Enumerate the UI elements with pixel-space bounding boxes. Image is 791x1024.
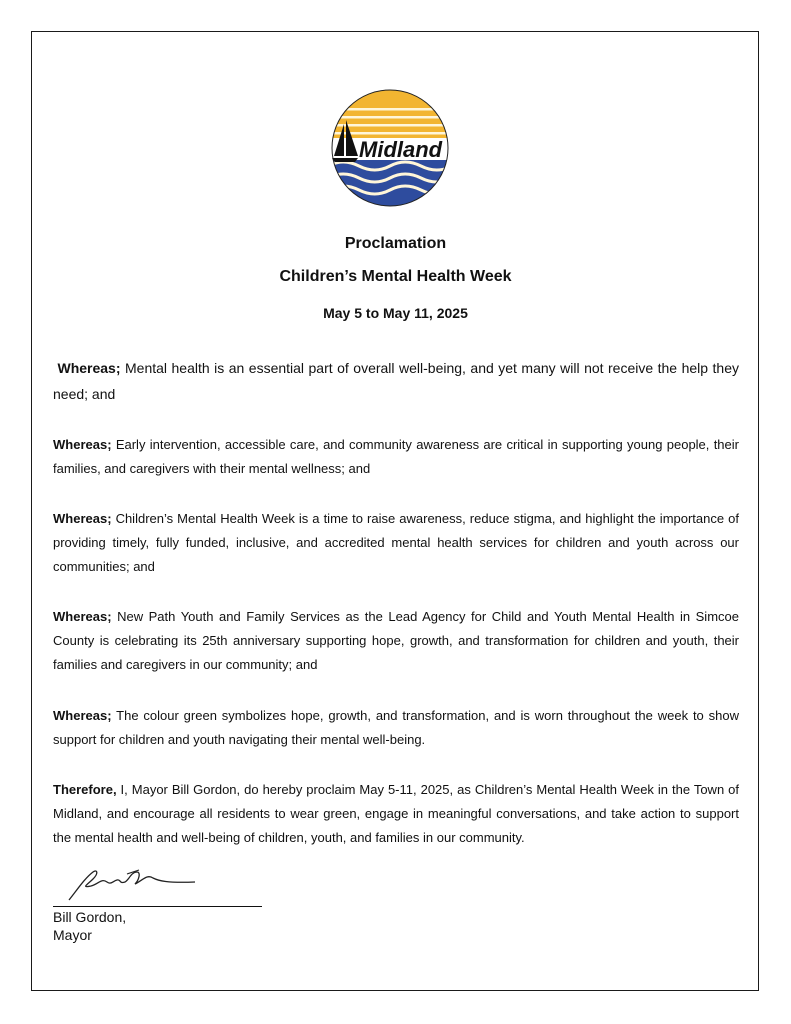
document-title: Proclamation — [344, 235, 447, 252]
paragraph-lead: Whereas; — [53, 437, 112, 452]
paragraph-text: I, Mayor Bill Gordon, do hereby proclaim May 5-11, 2025, as Children’s Mental Health Week in the Town of Midland, and encourage all residents to wear green, engage in meaningful conversations, and take action to support the mental health and well-being of children, youth, and families in our community. — [53, 782, 739, 845]
midland-logo — [328, 86, 452, 210]
paragraph-lead: Therefore, — [53, 782, 117, 797]
paragraph-1 — [53, 355, 739, 407]
paragraph-text: The colour green symbolizes hope, growth, and transformation, and is worn throughout the week to show support for children and youth navigating their mental well-being. — [53, 708, 739, 747]
signatory-title: Mayor — [53, 927, 92, 943]
paragraph-text: Mental health is an essential part of overall well-being, and yet many will not receive the help they need; and — [53, 360, 739, 402]
paragraph-text: New Path Youth and Family Services as the Lead Agency for Child and Youth Mental Health in Simcoe County is celebrating its 25th anniversary supporting hope, growth, and transformation for children and youth, their families and caregivers in our community; and — [53, 609, 739, 672]
handwritten-signature — [55, 864, 201, 904]
signature-line — [53, 906, 262, 907]
document-subtitle: Children’s Mental Health Week — [279, 268, 512, 285]
paragraph-2 — [53, 433, 739, 481]
paragraph-text: Children’s Mental Health Week is a time to raise awareness, reduce stigma, and highlight the importance of providing timely, fully funded, inclusive, and accredited mental health services for children and youth across our communities; and — [53, 511, 739, 574]
paragraph-lead: Whereas; — [53, 708, 112, 723]
paragraph-5 — [53, 704, 739, 752]
paragraph-4 — [53, 605, 739, 677]
paragraph-lead: Whereas; — [53, 609, 112, 624]
paragraph-text: Early intervention, accessible care, and community awareness are critical in supporting young people, their families, and caregivers with their mental wellness; and — [53, 437, 739, 476]
paragraph-lead: Whereas; — [53, 511, 112, 526]
signatory-name: Bill Gordon, — [53, 909, 127, 925]
paragraph-6 — [53, 778, 739, 850]
logo-wordmark: Midland — [359, 137, 443, 162]
proclamation-dates: May 5 to May 11, 2025 — [323, 305, 468, 321]
paragraph-lead: Whereas; — [57, 360, 121, 376]
paragraph-3 — [53, 507, 739, 579]
